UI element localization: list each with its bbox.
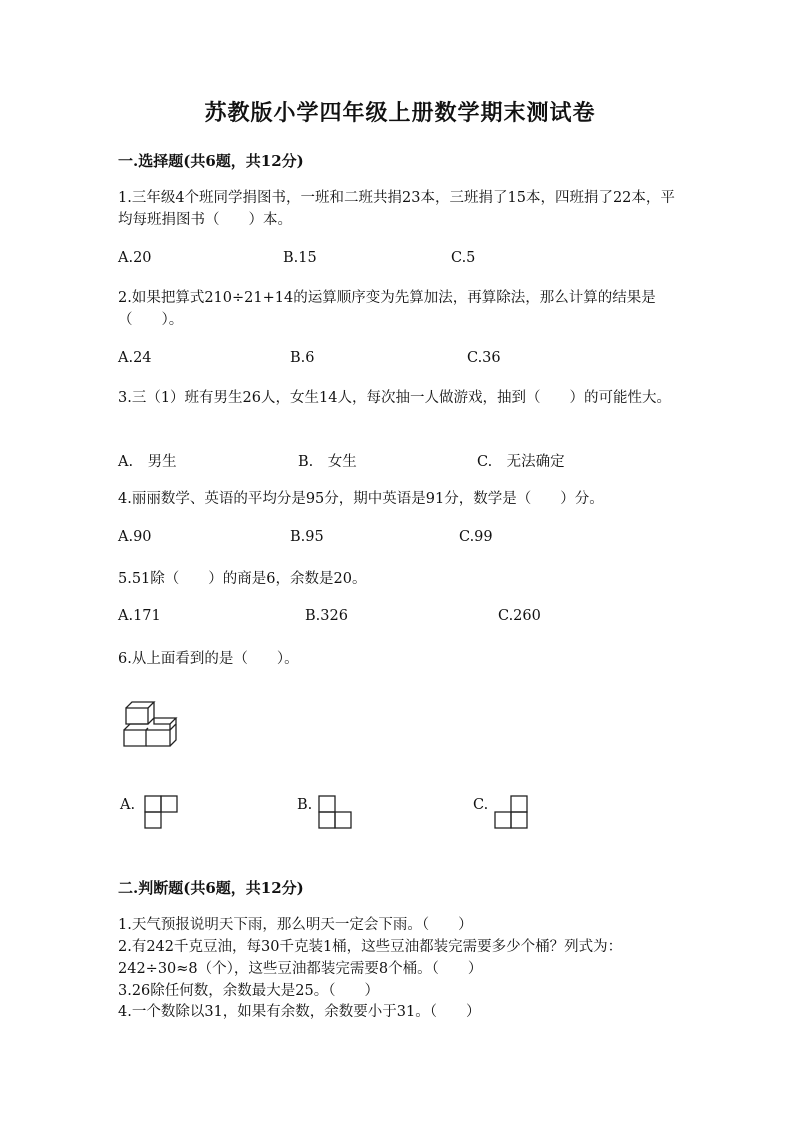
q4-option-a: A.90	[118, 529, 152, 545]
q6-option-c-figure	[494, 795, 528, 829]
q2-option-a: A.24	[118, 350, 152, 366]
q3-option-c: C. 无法确定	[477, 454, 565, 470]
q1-option-a: A.20	[118, 250, 152, 266]
question-6: 6.从上面看到的是（ ）。	[118, 651, 299, 667]
q1-option-b: B.15	[283, 250, 317, 266]
question-5: 5.51除（ ）的商是6，余数是20。	[118, 571, 367, 587]
cube-stack-figure	[120, 700, 182, 748]
q2-option-c: C.36	[467, 350, 501, 366]
judgment-1: 1.天气预报说明天下雨，那么明天一定会下雨。（ ）	[118, 917, 473, 933]
question-4: 4.丽丽数学、英语的平均分是95分，期中英语是91分，数学是（ ）分。	[118, 491, 604, 507]
q1-option-c: C.5	[451, 250, 476, 266]
section-heading-choice: 一.选择题(共6题，共12分)	[118, 152, 304, 170]
page-title: 苏教版小学四年级上册数学期末测试卷	[204, 100, 596, 126]
q6-option-b-figure	[318, 795, 352, 829]
question-3: 3.三（1）班有男生26人，女生14人，每次抽一人做游戏，抽到（ ）的可能性大。	[118, 390, 671, 406]
judgment-4: 4.一个数除以31，如果有余数，余数要小于31。（ ）	[118, 1004, 481, 1020]
q4-option-b: B.95	[290, 529, 324, 545]
question-1: 1.三年级4个班同学捐图书，一班和二班共捐23本，三班捐了15本，四班捐了22本，平均每班捐图书（ ）本。	[118, 190, 675, 228]
q5-option-a: A.171	[118, 608, 161, 624]
section-heading-judgment: 二.判断题(共6题，共12分)	[118, 879, 304, 897]
q6-option-a: A.	[120, 797, 136, 813]
q6-option-c: C.	[473, 797, 489, 813]
judgment-3: 3.26除任何数，余数最大是25。（ ）	[118, 983, 379, 999]
question-2: 2.如果把算式210÷21+14的运算顺序变为先算加法，再算除法，那么计算的结果是（ ）。	[118, 290, 656, 328]
q5-option-b: B.326	[305, 608, 348, 624]
judgment-2: 2.有242千克豆油，每30千克装1桶，这些豆油都装完需要多少个桶？列式为：242÷30≈8（个），这些豆油都装完需要8个桶。（ ）	[118, 939, 623, 977]
q4-option-c: C.99	[459, 529, 493, 545]
q3-option-a: A. 男生	[118, 454, 177, 470]
q6-option-b: B.	[297, 797, 313, 813]
q3-option-b: B. 女生	[298, 454, 357, 470]
q2-option-b: B.6	[290, 350, 315, 366]
q6-option-a-figure	[144, 795, 178, 829]
q5-option-c: C.260	[498, 608, 541, 624]
